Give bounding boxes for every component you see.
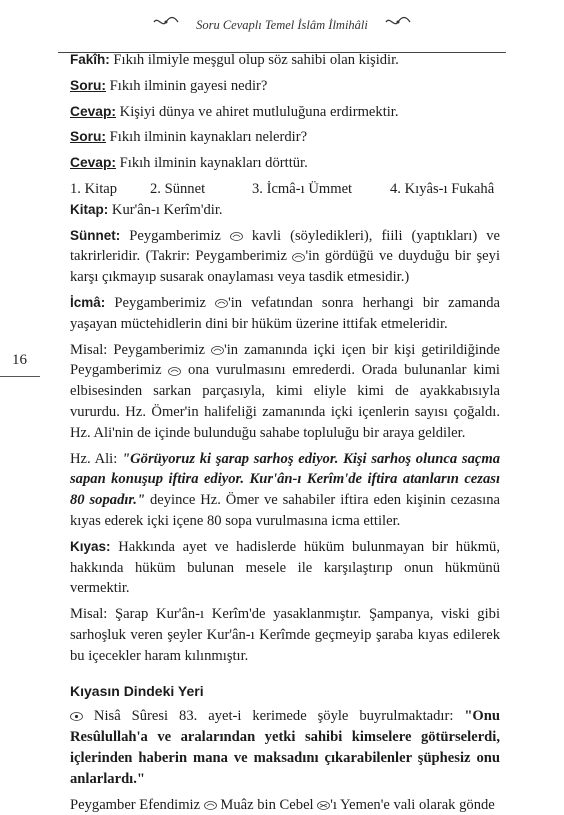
page-body bbox=[70, 50, 500, 815]
header-title: Soru Cevaplı Temel İslâm İlmihâli bbox=[0, 18, 564, 33]
term-label: İcmâ: bbox=[70, 295, 105, 310]
page-number: 16 bbox=[12, 352, 27, 369]
sallallahu-aleyhi-vesellem-seal-icon bbox=[292, 253, 305, 262]
ali-statement: Hz. Ali: "Görüyoruz ki şarap sarhoş ediyor. Kişi sarhoş olunca saçma sapan konuşup iftira ediyor. Kur'ân-ı Kerîm'de iftira atanların cezası 80 sopadır." deyince Hz. Ömer ve sahabiler iftira eden kişinin cezasına kıyas ederek içki içene 80 sopa vurulmasına icma ettiler. bbox=[70, 449, 500, 532]
sallallahu-aleyhi-vesellem-seal-icon bbox=[168, 367, 181, 376]
term-label: Kitap: bbox=[70, 202, 108, 217]
running-header bbox=[0, 10, 564, 40]
kiyas-definition: Kıyas: Hakkında ayet ve hadislerde hüküm bulunmayan bir hükmü, hakkında hüküm bulunan mesele ile karşılaştırıp onun hükmünü vermektir. bbox=[70, 537, 500, 599]
answer-label: Cevap: bbox=[70, 104, 116, 119]
fakih-definition: Fakîh: Fıkıh ilmiyle meşgul olup söz sahibi olan kişidir. bbox=[70, 50, 500, 71]
sallallahu-aleyhi-vesellem-seal-icon bbox=[211, 346, 224, 355]
term-label: Sünnet: bbox=[70, 228, 120, 243]
icma-definition: İcmâ: Peygamberimiz 'in vefatından sonra herhangi bir zamanda yaşayan müctehidlerin dini bir hüküm üzerine ittifak etmeleridir. bbox=[70, 293, 500, 335]
answer-1: Cevap: Kişiyi dünya ve ahiret mutluluğuna erdirmektir. bbox=[70, 102, 500, 123]
question-label: Soru: bbox=[70, 129, 106, 144]
verse-quote: "Onu Resûlullah'a ve aralarından yetki sahibi kimselere götürselerdi, içlerinden haberin mana ve maksadını çıkarabilenler şüphesiz onu anlarlardı." bbox=[70, 708, 500, 786]
term-label: Kıyas: bbox=[70, 539, 111, 554]
right-ornament-icon bbox=[384, 16, 412, 33]
celle-celaluhu-seal-icon bbox=[70, 712, 83, 721]
term-label: Fakîh: bbox=[70, 52, 110, 67]
sallallahu-aleyhi-vesellem-seal-icon bbox=[204, 801, 217, 810]
nisa-verse: Nisâ Sûresi 83. ayet-i kerimede şöyle buyrulmaktadır: "Onu Resûlullah'a ve aralarından yetki sahibi kimselere götürselerdi, içlerinden haberin mana ve maksadını çıkarabilenler şüphesiz onu anlarlardı." bbox=[70, 706, 500, 789]
misal-2: Misal: Şarap Kur'ân-ı Kerîm'de yasaklanmıştır. Şampanya, viski gibi sarhoşluk veren şeyler Kur'ân-ı Kerîmde geçmeyip şaraba kıyas edilerek bu içecekler haram kılınmıştır. bbox=[70, 604, 500, 666]
source-item: 1. Kitap bbox=[70, 179, 150, 200]
answer-label: Cevap: bbox=[70, 155, 116, 170]
radiyallahu-anh-seal-icon bbox=[317, 801, 330, 810]
misal-1: Misal: Peygamberimiz 'in zamanında içki içen bir kişi getirildiğinde Peygamberimiz ona vurulmasını emrederdi. Orada bulunanlar kimi elbisesinden sarkan parçasıyla, kimi eliyle kimi de ayakkabısıyla vururdu. Hz. Ömer'in halifeliği zamanında içki içenlerin sayısı çoğaldı. Hz. Ali'nin de içinde bulunduğu sahabe topluluğu bir araya geldiler. bbox=[70, 340, 500, 444]
sunnet-definition: Sünnet: Peygamberimiz kavli (söyledikleri), fiili (yaptıkları) ve takrirleridir. (Takrir: Peygamberimiz 'in gördüğü ve duyduğu bir şeyi karşı çıkmayıp susarak onaylaması veya tasdik etmesidir.) bbox=[70, 226, 500, 288]
kitap-definition: Kitap: Kur'ân-ı Kerîm'dir. bbox=[70, 200, 500, 221]
sallallahu-aleyhi-vesellem-seal-icon bbox=[215, 299, 228, 308]
question-2: Soru: Fıkıh ilminin kaynakları nelerdir? bbox=[70, 127, 500, 148]
ali-quote: "Görüyoruz ki şarap sarhoş ediyor. Kişi sarhoş olunca saçma sapan konuşup iftira ediyor. Kur'ân-ı Kerîm'de iftira atanların cezası 80 sopadır." bbox=[70, 451, 500, 509]
source-item: 3. İcmâ-ı Ümmet bbox=[252, 179, 390, 200]
answer-2: Cevap: Fıkıh ilminin kaynakları dörttür. bbox=[70, 153, 500, 174]
margin-rule bbox=[0, 376, 40, 377]
question-1: Soru: Fıkıh ilminin gayesi nedir? bbox=[70, 76, 500, 97]
section-heading: Kıyasın Dindeki Yeri bbox=[70, 681, 500, 702]
sources-list bbox=[70, 179, 500, 200]
question-label: Soru: bbox=[70, 78, 106, 93]
sallallahu-aleyhi-vesellem-seal-icon bbox=[230, 232, 243, 241]
closing-line: Peygamber Efendimiz Muâz bin Cebel 'ı Yemen'e vali olarak gönde bbox=[70, 795, 500, 815]
source-item: 2. Sünnet bbox=[150, 179, 252, 200]
source-item: 4. Kıyâs-ı Fukahâ bbox=[390, 179, 494, 200]
